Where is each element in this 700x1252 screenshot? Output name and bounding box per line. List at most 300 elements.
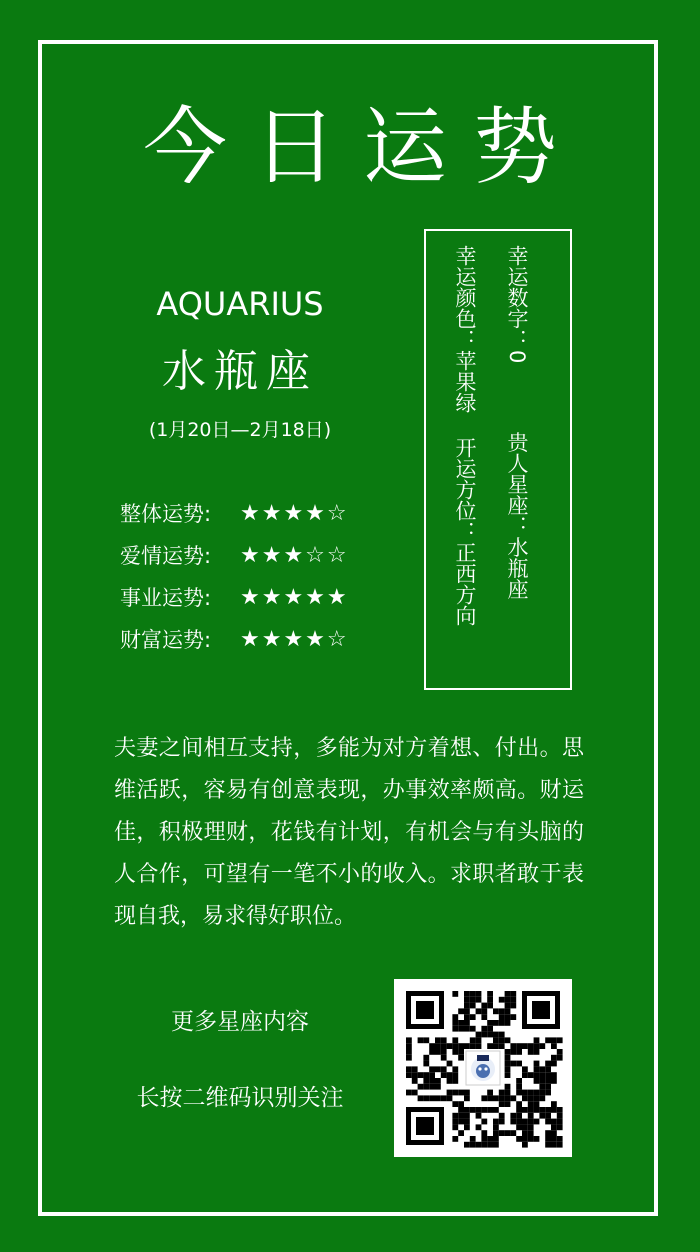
qr-module (406, 1066, 412, 1072)
qr-module (487, 1043, 493, 1049)
qr-module (516, 1136, 522, 1142)
qr-module (557, 1124, 563, 1130)
lucky-column-right (502, 245, 532, 675)
qr-module (545, 1090, 551, 1096)
rating-row-overall (120, 492, 400, 534)
qr-module (493, 1037, 499, 1043)
qr-module (539, 1113, 545, 1119)
qr-module (452, 1113, 458, 1119)
qr-module (557, 1136, 563, 1142)
qr-module (487, 1090, 493, 1096)
qr-module (522, 1130, 528, 1136)
qr-module (499, 1113, 505, 1119)
qr-module (435, 1049, 441, 1055)
qr-module (534, 1066, 540, 1072)
qr-module (551, 1136, 557, 1142)
qr-module (412, 1090, 418, 1096)
qr-module (493, 1043, 499, 1049)
qr-module (435, 1037, 441, 1043)
qr-module (528, 1119, 534, 1125)
qr-module (516, 1049, 522, 1055)
qr-module (505, 1101, 511, 1107)
qr-module (516, 1084, 522, 1090)
qr-module (534, 1072, 540, 1078)
qr-module (539, 1107, 545, 1113)
qr-module (551, 1130, 557, 1136)
qr-module (464, 1113, 470, 1119)
qr-module (534, 1119, 540, 1125)
qr-module (441, 1055, 447, 1061)
qr-module (551, 1119, 557, 1125)
qr-module (499, 1130, 505, 1136)
qr-module (452, 1066, 458, 1072)
qr-module (557, 1107, 563, 1113)
qr-module (464, 1095, 470, 1101)
qr-code-icon[interactable] (394, 979, 572, 1157)
qr-module (522, 1136, 528, 1142)
qr-module (452, 1090, 458, 1096)
qr-module (528, 1130, 534, 1136)
qr-module (551, 1043, 557, 1049)
qr-module (406, 1043, 412, 1049)
qr-module (435, 1095, 441, 1101)
qr-module (470, 1026, 476, 1032)
qr-module (505, 1090, 511, 1096)
qr-module (499, 1032, 505, 1038)
qr-module (452, 991, 458, 997)
qr-module (528, 1090, 534, 1096)
qr-module (452, 1136, 458, 1142)
qr-module (458, 1049, 464, 1055)
star-rating: ★★★★☆ (240, 626, 349, 652)
qr-module (551, 1055, 557, 1061)
qr-module (516, 1078, 522, 1084)
qr-module (499, 997, 505, 1003)
qr-module (505, 1084, 511, 1090)
page-title: 今日运势 (142, 98, 583, 196)
qr-module (447, 1090, 453, 1096)
rating-label: 财富运势: (120, 628, 212, 652)
qr-module (516, 1090, 522, 1096)
star-rating: ★★★☆☆ (240, 542, 349, 568)
qr-module (510, 1049, 516, 1055)
qr-module (429, 1084, 435, 1090)
qr-module (447, 1072, 453, 1078)
qr-module (452, 1101, 458, 1107)
qr-module (476, 1142, 482, 1148)
qr-module (464, 1003, 470, 1009)
qr-module (481, 1130, 487, 1136)
qr-module (447, 1043, 453, 1049)
qr-module (522, 1107, 528, 1113)
qr-module (470, 1107, 476, 1113)
qr-module (557, 1113, 563, 1119)
qr-module (441, 1066, 447, 1072)
qr-module (505, 1014, 511, 1020)
qr-module (464, 1043, 470, 1049)
qr-module (487, 1026, 493, 1032)
qr-module (464, 1026, 470, 1032)
qr-module (464, 1107, 470, 1113)
qr-module (458, 1026, 464, 1032)
qr-module (534, 1136, 540, 1142)
qr-module (551, 1061, 557, 1067)
qr-module (539, 1072, 545, 1078)
qr-module (481, 1026, 487, 1032)
lucky-info-box (424, 229, 572, 690)
qr-module (505, 1066, 511, 1072)
qr-module (429, 1043, 435, 1049)
qr-module (551, 1142, 557, 1148)
qr-module (539, 1095, 545, 1101)
qr-module (528, 1095, 534, 1101)
star-rating: ★★★★★ (240, 584, 349, 610)
qr-module (452, 1124, 458, 1130)
qr-module (441, 1037, 447, 1043)
qr-module (429, 1072, 435, 1078)
qr-module (510, 997, 516, 1003)
qr-module (418, 1084, 424, 1090)
qr-module (418, 1095, 424, 1101)
qr-module (458, 1119, 464, 1125)
qr-module (423, 1055, 429, 1061)
qr-module (539, 1090, 545, 1096)
ratings-list (120, 492, 400, 660)
qr-module (452, 1026, 458, 1032)
qr-module (493, 1032, 499, 1038)
qr-module (447, 1078, 453, 1084)
qr-module (476, 1032, 482, 1038)
qr-module (505, 1055, 511, 1061)
sign-name-chinese: 水瓶座 (162, 346, 318, 397)
qr-module (551, 1037, 557, 1043)
qr-module (522, 1072, 528, 1078)
qr-module (481, 1095, 487, 1101)
lucky-column-left (450, 245, 480, 675)
qr-module (499, 1020, 505, 1026)
qr-module (505, 1095, 511, 1101)
qr-module (464, 1119, 470, 1125)
qr-module (487, 991, 493, 997)
qr-module (505, 997, 511, 1003)
qr-module (470, 991, 476, 997)
qr-module (516, 1107, 522, 1113)
qr-module (423, 1084, 429, 1090)
qr-module (510, 1061, 516, 1067)
qr-module (458, 1055, 464, 1061)
qr-module (545, 1078, 551, 1084)
qr-module (452, 1020, 458, 1026)
qr-module (545, 1072, 551, 1078)
qr-module (510, 991, 516, 997)
qr-module (458, 1008, 464, 1014)
qr-module (458, 1020, 464, 1026)
qr-module (499, 1043, 505, 1049)
qr-module (481, 1014, 487, 1020)
qr-module (481, 1119, 487, 1125)
qr-module (499, 1037, 505, 1043)
qr-module (487, 997, 493, 1003)
qr-module (499, 1090, 505, 1096)
qr-module (412, 1078, 418, 1084)
qr-module (545, 1037, 551, 1043)
qr-module (545, 1107, 551, 1113)
sign-name-english: AQUARIUS (156, 285, 324, 323)
qr-module (470, 1037, 476, 1043)
qr-module (487, 1020, 493, 1026)
qr-module (476, 1113, 482, 1119)
qr-module (551, 1072, 557, 1078)
qr-module (406, 1055, 412, 1061)
qr-module (452, 1078, 458, 1084)
qr-module (510, 1113, 516, 1119)
lucky-number: 幸运数字：0 (505, 245, 529, 364)
qr-module (499, 1119, 505, 1125)
qr-module (481, 1136, 487, 1142)
qr-module (418, 1037, 424, 1043)
qr-module (435, 1066, 441, 1072)
qr-module (476, 1043, 482, 1049)
qr-module (435, 1078, 441, 1084)
fortune-description: 夫妻之间相互支持，多能为对方着想、付出。思维活跃，容易有创意表现，办事效率颇高。财运佳，积极理财，花钱有计划，有机会与有头脑的人合作，可望有一笔不小的收入。求职者敢于表现自我，易求得好职位。 (114, 736, 584, 929)
qr-module (522, 1066, 528, 1072)
qr-module (406, 1090, 412, 1096)
qr-module (493, 1107, 499, 1113)
rating-row-love (120, 534, 400, 576)
qr-module (545, 1136, 551, 1142)
qr-module (470, 997, 476, 1003)
qr-module (441, 1043, 447, 1049)
qr-module (476, 1124, 482, 1130)
qr-module (528, 1049, 534, 1055)
qr-module (516, 1101, 522, 1107)
qr-module (516, 1124, 522, 1130)
qr-module (528, 1107, 534, 1113)
qr-module (516, 1061, 522, 1067)
qr-module (487, 1107, 493, 1113)
qr-module (458, 1113, 464, 1119)
qr-module (551, 1078, 557, 1084)
qr-module (487, 1142, 493, 1148)
qr-module (435, 1084, 441, 1090)
qr-module (406, 1072, 412, 1078)
qr-module (528, 1113, 534, 1119)
rating-label: 事业运势: (120, 586, 212, 610)
qr-module (452, 1014, 458, 1020)
qr-module (464, 1008, 470, 1014)
qr-module (539, 1084, 545, 1090)
qr-module (476, 1107, 482, 1113)
qr-module (510, 1095, 516, 1101)
qr-hint-text: 长按二维码识别关注 (136, 1085, 344, 1111)
qr-module (464, 1020, 470, 1026)
lucky-color: 幸运颜色：苹果绿 (453, 245, 477, 413)
qr-module (545, 1066, 551, 1072)
qr-module (510, 1119, 516, 1125)
qr-module (528, 1101, 534, 1107)
qr-module (493, 1095, 499, 1101)
qr-module (470, 1003, 476, 1009)
noble-sign: 贵人星座：水瓶座 (505, 431, 529, 600)
qr-module (441, 1095, 447, 1101)
qr-module (545, 1130, 551, 1136)
qr-module (493, 1008, 499, 1014)
qr-module (557, 1119, 563, 1125)
qr-module (505, 1008, 511, 1014)
qr-module (429, 1078, 435, 1084)
qr-module (493, 1130, 499, 1136)
lucky-direction: 开运方位：正西方向 (453, 437, 477, 626)
qr-module (557, 1037, 563, 1043)
qr-module (522, 1124, 528, 1130)
qr-module (510, 1043, 516, 1049)
more-content-text: 更多星座内容 (171, 1009, 309, 1035)
qr-module (534, 1061, 540, 1067)
qr-module (487, 1136, 493, 1142)
qr-module (423, 1078, 429, 1084)
rating-row-career (120, 576, 400, 618)
qr-module (464, 997, 470, 1003)
qr-module (470, 1014, 476, 1020)
qr-module (534, 1095, 540, 1101)
qr-module (476, 1008, 482, 1014)
qr-module (458, 1090, 464, 1096)
qr-module (476, 997, 482, 1003)
qr-module (505, 991, 511, 997)
qr-module (441, 1049, 447, 1055)
qr-module (505, 1020, 511, 1026)
qr-module (499, 1008, 505, 1014)
qr-module (534, 1037, 540, 1043)
qr-module (452, 1043, 458, 1049)
qr-module (458, 1107, 464, 1113)
qr-module (505, 1072, 511, 1078)
rating-row-wealth (120, 618, 400, 660)
qr-module (539, 1043, 545, 1049)
qr-module (551, 1101, 557, 1107)
qr-module (423, 1095, 429, 1101)
qr-module (539, 1066, 545, 1072)
qr-module (534, 1049, 540, 1055)
qr-code-graphic (394, 979, 572, 1157)
qr-module (470, 1136, 476, 1142)
qr-module (545, 1119, 551, 1125)
qr-module (481, 1107, 487, 1113)
qr-module (510, 1130, 516, 1136)
qr-module (406, 1049, 412, 1055)
rating-label: 整体运势: (120, 502, 212, 526)
qr-module (493, 1136, 499, 1142)
qr-module (493, 1124, 499, 1130)
qr-module (487, 1095, 493, 1101)
qr-module (481, 1008, 487, 1014)
qr-module (458, 1130, 464, 1136)
qr-module (505, 1061, 511, 1067)
qr-module (516, 1113, 522, 1119)
qr-module (510, 1014, 516, 1020)
qr-module (464, 1124, 470, 1130)
qr-module (534, 1043, 540, 1049)
qr-module (406, 1037, 412, 1043)
qr-module (505, 1037, 511, 1043)
qr-module (481, 1032, 487, 1038)
qr-module (499, 1095, 505, 1101)
qr-module (522, 1090, 528, 1096)
sign-date-range: (1月20日—2月18日) (148, 419, 332, 441)
qr-module (499, 1101, 505, 1107)
qr-module (516, 1119, 522, 1125)
qr-module (522, 1119, 528, 1125)
qr-module (545, 1113, 551, 1119)
qr-module (476, 1037, 482, 1043)
qr-module (539, 1078, 545, 1084)
qr-module (429, 1049, 435, 1055)
qr-module (487, 1032, 493, 1038)
qr-module (464, 1090, 470, 1096)
qr-module (557, 1142, 563, 1148)
qr-module (551, 1107, 557, 1113)
qr-module (505, 1049, 511, 1055)
qr-module (545, 1061, 551, 1067)
qr-module (493, 1142, 499, 1148)
qr-module (487, 1003, 493, 1009)
qr-module (481, 1142, 487, 1148)
qr-module (418, 1072, 424, 1078)
qr-module (435, 1043, 441, 1049)
qr-module (464, 991, 470, 997)
qr-module (470, 1043, 476, 1049)
qr-module (423, 1037, 429, 1043)
qr-module (510, 1003, 516, 1009)
qr-module (452, 1049, 458, 1055)
qr-module (522, 1043, 528, 1049)
qr-module (423, 1061, 429, 1067)
qr-module (412, 1066, 418, 1072)
qr-module (557, 1049, 563, 1055)
qr-module (493, 1020, 499, 1026)
qr-module (423, 1072, 429, 1078)
qr-module (481, 1003, 487, 1009)
qr-module (447, 1061, 453, 1067)
qr-module (557, 1055, 563, 1061)
qr-module (441, 1072, 447, 1078)
qr-module (458, 1043, 464, 1049)
qr-module (528, 1136, 534, 1142)
qr-module (429, 1066, 435, 1072)
qr-module (522, 1142, 528, 1148)
qr-module (528, 1043, 534, 1049)
qr-module (522, 1095, 528, 1101)
qr-module (464, 1014, 470, 1020)
qr-module (505, 1130, 511, 1136)
qr-module (412, 1072, 418, 1078)
qr-module (464, 1142, 470, 1148)
qr-module (534, 1090, 540, 1096)
qr-module (505, 1003, 511, 1009)
qr-module (534, 1107, 540, 1113)
qr-module (534, 1101, 540, 1107)
qr-module (551, 1124, 557, 1130)
qr-module (447, 1095, 453, 1101)
qr-module (528, 1072, 534, 1078)
qr-module (545, 1142, 551, 1148)
qr-module (470, 1142, 476, 1148)
qr-module (452, 1037, 458, 1043)
qr-module (516, 1043, 522, 1049)
qr-module (493, 1119, 499, 1125)
qr-module (534, 1078, 540, 1084)
qr-module (528, 1124, 534, 1130)
